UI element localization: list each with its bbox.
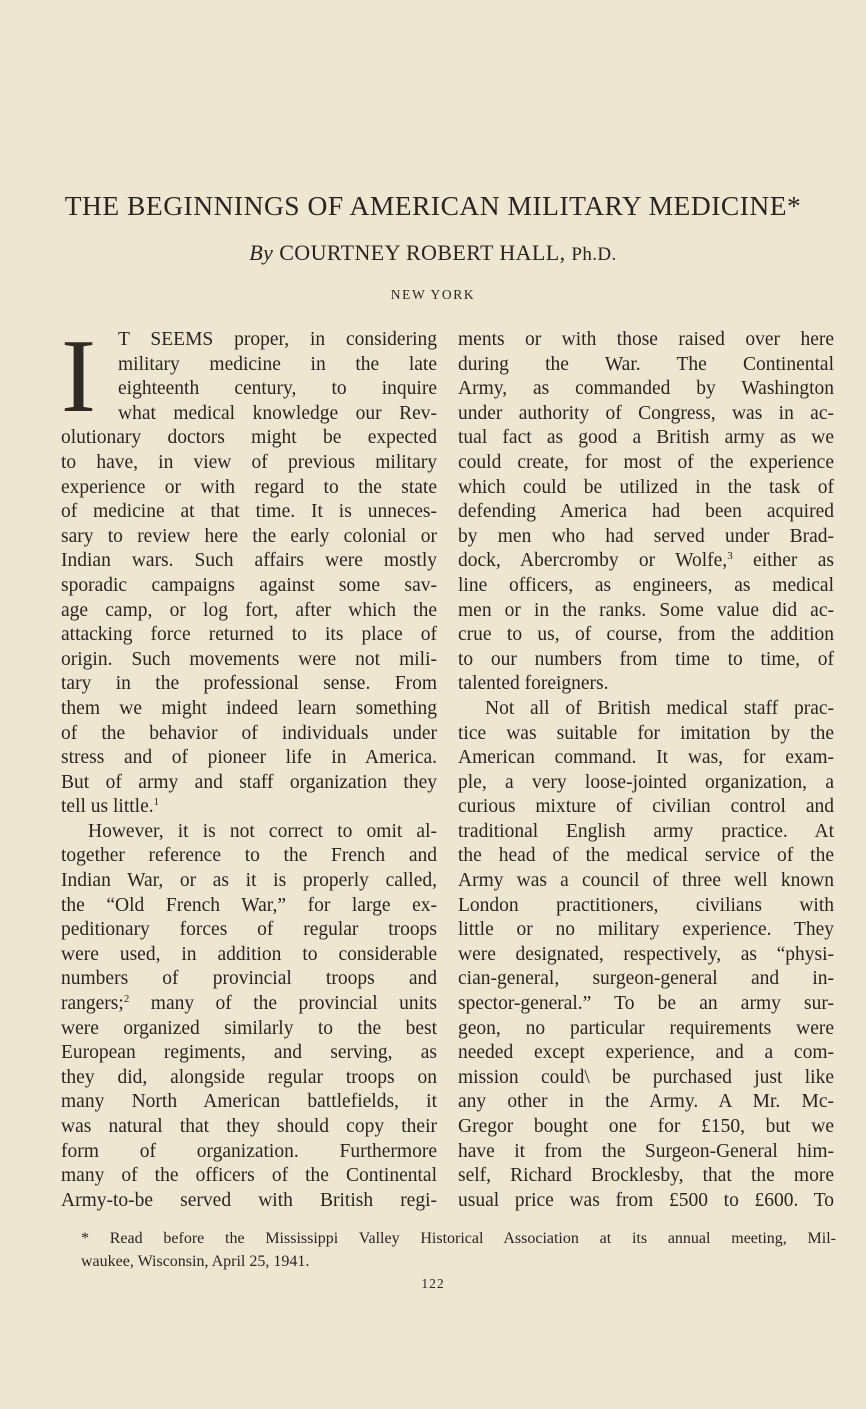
page-number: 122 — [421, 1276, 445, 1291]
footnote — [81, 1227, 836, 1273]
text-line: Army-to-be served with British regi- — [61, 1189, 437, 1211]
text-line: T SEEMS proper, in considering — [118, 329, 437, 350]
text-line: geon, no particular requirements were — [458, 1017, 834, 1039]
text-line: curious mixture of civilian control and — [458, 796, 834, 818]
text-line: were organized similarly to the best — [61, 1017, 437, 1039]
text-line: any other in the Army. A Mr. Mc- — [458, 1091, 834, 1113]
text-line: they did, alongside regular troops on — [61, 1066, 437, 1088]
footnote-ref: 3 — [727, 550, 733, 563]
text-line: the “Old French War,” for large ex- — [61, 894, 437, 916]
text-line: to have, in view of previous military — [61, 451, 437, 473]
text-line: self, Richard Brocklesby, that the more — [458, 1165, 834, 1187]
text-line: European regiments, and serving, as — [61, 1042, 437, 1064]
text-line: by men who had served under Brad- — [458, 525, 834, 547]
text-line — [61, 795, 437, 820]
text-line: Army, as commanded by Washington — [458, 378, 834, 400]
text-line: defending America had been acquired — [458, 501, 834, 523]
text-line: the head of the medical service of the — [458, 845, 834, 867]
text-line: Army was a council of three well known — [458, 870, 834, 892]
text-line: numbers of provincial troops and — [61, 968, 437, 990]
author-location: NEW YORK — [390, 287, 476, 302]
text-line: to our numbers from time to time, of — [458, 648, 834, 670]
text-line: ple, a very loose-jointed organization, a — [458, 771, 834, 793]
text-line-tail: many of the provincial units — [129, 993, 437, 1015]
text-line: eighteenth century, to inquire — [118, 378, 437, 400]
text-line: London practitioners, civilians with — [458, 894, 834, 916]
text-line: experience or with regard to the state — [61, 476, 437, 498]
text-line: was natural that they should copy their — [61, 1116, 437, 1137]
text-line: sporadic campaigns against some sav- — [61, 574, 437, 596]
text-line: during the War. The Continental — [458, 353, 834, 375]
text-line: crue to us, of course, from the addition — [458, 624, 834, 646]
text-line-body: rangers; — [61, 993, 124, 1015]
text-line-tail: either as — [732, 550, 834, 572]
text-line: which could be utilized in the task of — [458, 476, 834, 498]
text-line: age camp, or log fort, after which the — [61, 599, 437, 621]
drop-cap: I — [61, 317, 96, 434]
text-line: traditional English army practice. At — [458, 820, 834, 842]
text-line: origin. Such movements were not mili- — [61, 648, 437, 670]
footnote-ref: 1 — [153, 796, 160, 809]
text-line: what medical knowledge our Rev- — [118, 402, 437, 424]
text-line: talented foreigners. — [458, 673, 609, 695]
text-line: cian-general, surgeon-general and in- — [458, 968, 834, 990]
footnote-line: * Read before the Mississippi Valley Historical Association at its annual meeting, Mil- — [81, 1230, 836, 1247]
byline-by: By — [249, 240, 274, 265]
text-line: men or in the ranks. Some value did ac- — [458, 599, 834, 621]
text-line: tice was suitable for imitation by the — [458, 722, 834, 744]
right-column — [458, 328, 834, 1213]
text-line: stress and of pioneer life in America. — [61, 747, 437, 769]
text-line: line officers, as engineers, as medical — [458, 574, 834, 596]
text-line: of medicine at that time. It is unneces- — [61, 501, 437, 523]
article-title: THE BEGINNINGS OF AMERICAN MILITARY MEDICINE* — [64, 190, 802, 221]
text-line: military medicine in the late — [118, 353, 437, 375]
text-line: needed except experience, and a com- — [458, 1042, 834, 1064]
text-line: mission could\ be purchased just like — [458, 1066, 834, 1088]
text-line: Not all of British medical staff prac- — [485, 697, 834, 719]
text-line: Gregor bought one for £150, but we — [458, 1116, 834, 1137]
text-line: have it from the Surgeon-General him- — [458, 1140, 834, 1162]
text-line: many North American battlefields, it — [61, 1091, 437, 1113]
text-line: American command. It was, for exam- — [458, 747, 834, 769]
text-line: them we might indeed learn something — [61, 697, 437, 719]
text-line: tual fact as good a British army as we — [458, 427, 834, 449]
text-line: ments or with those raised over here — [458, 329, 834, 350]
text-line: were used, in addition to considerable — [61, 943, 437, 965]
text-line: But of army and staff organization they — [61, 771, 437, 793]
left-column — [61, 317, 437, 1213]
text-line: However, it is not correct to omit al- — [88, 820, 437, 842]
text-line: spector-general.” To be an army sur- — [458, 993, 834, 1015]
text-line: Indian War, or as it is properly called, — [61, 870, 437, 892]
text-line: attacking force returned to its place of — [61, 624, 437, 646]
author-degree: Ph.D. — [571, 244, 617, 265]
text-line: form of organization. Furthermore — [61, 1140, 437, 1162]
text-line — [458, 549, 834, 574]
footnote-ref: 2 — [123, 993, 130, 1006]
text-line — [61, 992, 437, 1017]
text-line: tary in the professional sense. From — [61, 673, 437, 695]
text-line: sary to review here the early colonial or — [61, 525, 437, 547]
text-line: olutionary doctors might be expected — [61, 427, 437, 449]
text-line-body: dock, Abercromby or Wolfe, — [458, 550, 728, 572]
text-line: peditionary forces of regular troops — [61, 919, 437, 941]
text-line: could create, for most of the experience — [458, 451, 834, 473]
author-byline — [0, 240, 866, 266]
text-line-body: tell us little. — [61, 796, 154, 818]
footnote-line: waukee, Wisconsin, April 25, 1941. — [81, 1253, 310, 1270]
text-line: usual price was from £500 to £600. To — [458, 1189, 834, 1211]
text-line: together reference to the French and — [61, 845, 437, 867]
author-name: COURTNEY ROBERT HALL, — [279, 240, 566, 265]
text-line: many of the officers of the Continental — [61, 1165, 437, 1187]
text-line: were designated, respectively, as “physi- — [458, 943, 834, 965]
text-line: under authority of Congress, was in ac- — [458, 402, 834, 424]
text-line: of the behavior of individuals under — [61, 722, 437, 744]
text-line: little or no military experience. They — [458, 919, 834, 941]
text-line: Indian wars. Such affairs were mostly — [61, 550, 437, 572]
